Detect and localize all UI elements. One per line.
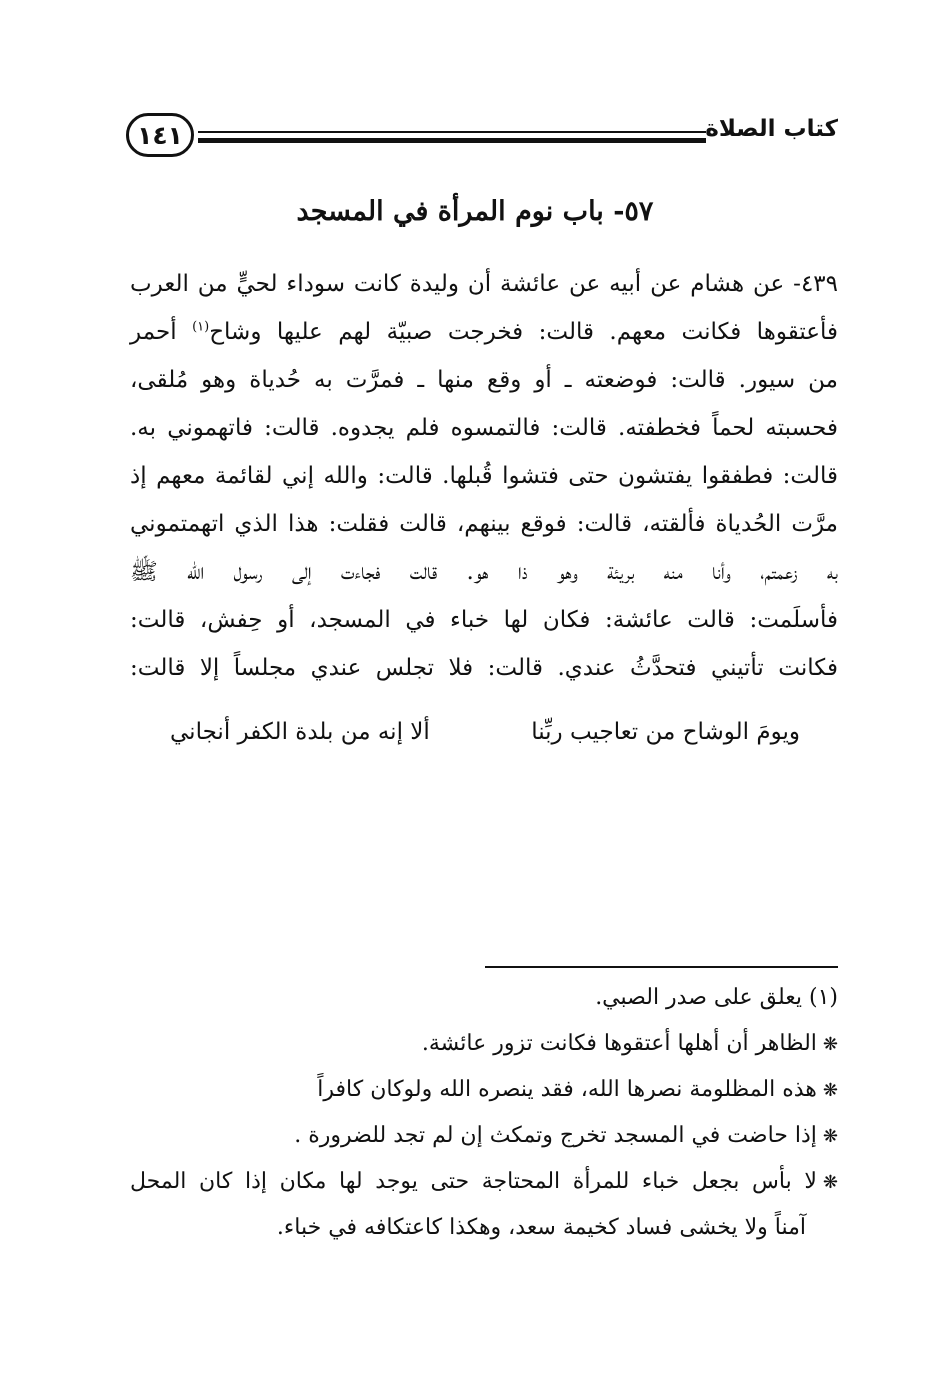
text-line-3: من سيور. قالت: فوضعته ـ أو وقع منها ـ فمرَّت به حُدياة وهو مُلقى، xyxy=(130,367,838,393)
header-rule-thick xyxy=(198,138,706,143)
footnotes xyxy=(130,975,838,1251)
hadith-text xyxy=(130,260,838,692)
comment-2 xyxy=(130,1067,838,1113)
text-line-2-start: فأعتقوها فكانت معهم. قالت: فخرجت صبيّة لهم عليها وشاح xyxy=(209,319,839,345)
comment-2-text: هذه المظلومة نصرها الله، فقد ينصره الله ولوكان كافراً xyxy=(317,1077,817,1102)
text-line-5: قالت: فطفقوا يفتشون حتى فتشوا قُبلها. قالت: والله إني لقائمة معهم إذ xyxy=(130,463,838,489)
header-rule-thin xyxy=(198,131,706,133)
footnote-separator xyxy=(485,966,838,968)
asterisk-icon: ❋ xyxy=(822,1126,838,1147)
text-line-6: مرَّت الحُدياة فألقته، قالت: فوقع بينهم، قالت فقلت: هذا الذي اتهمتموني xyxy=(130,511,838,537)
poem-verse xyxy=(150,708,800,756)
comment-3 xyxy=(130,1113,838,1159)
running-header-title: كتاب الصلاة xyxy=(705,116,838,142)
comment-4 xyxy=(130,1159,838,1205)
comment-1 xyxy=(130,1021,838,1067)
asterisk-icon: ❋ xyxy=(822,1172,838,1193)
chapter-title: ٥٧- باب نوم المرأة في المسجد xyxy=(296,196,654,227)
poem-first-hemistich: ويومَ الوشاح من تعاجيب ربِّنا xyxy=(531,719,800,745)
poem-second-hemistich: ألا إنه من بلدة الكفر أنجاني xyxy=(170,719,430,745)
asterisk-icon: ❋ xyxy=(822,1034,838,1055)
comment-3-text: إذا حاضت في المسجد تخرج وتمكث إن لم تجد للضرورة . xyxy=(294,1123,817,1148)
text-line-8: فأسلَمت: قالت عائشة: فكان لها خباء في المسجد، أو حِفش، قالت: xyxy=(130,607,838,633)
page-number: ١٤١ xyxy=(137,120,183,150)
text-line-1: ٤٣٩- عن هشام عن أبيه عن عائشة أن وليدة كانت سوداء لحيٍّ من العرب xyxy=(130,271,838,297)
text-line-2-end: أحمر xyxy=(130,319,193,345)
footnote-1: (١) يعلق على صدر الصبي. xyxy=(595,985,838,1010)
text-line-4: فحسبته لحماً فخطفته. قالت: فالتمسوه فلم يجدوه. قالت: فاتهموني به. xyxy=(130,415,838,441)
text-line-2 xyxy=(130,308,838,356)
comment-4-continuation: آمناً ولا يخشى فساد كخيمة سعد، وهكذا كاعتكافه في خباء. xyxy=(276,1215,806,1240)
text-line-7: به زعمتم، وأنا منه بريئة وهو ذا هو. قالت فجاءت إلى رسول الله ﷺ xyxy=(130,559,838,585)
asterisk-icon: ❋ xyxy=(822,1080,838,1101)
comment-4-text: لا بأس بجعل خباء للمرأة المحتاجة حتى يوجد لها مكان إذا كان المحل xyxy=(130,1169,817,1194)
comment-1-text: الظاهر أن أهلها أعتقوها فكانت تزور عائشة. xyxy=(421,1031,817,1056)
footnote-reference[interactable]: (١) xyxy=(192,319,210,335)
text-line-9: فكانت تأتيني فتحدَّثُ عندي. قالت: فلا تجلس عندي مجلساً إلا قالت: xyxy=(130,655,838,681)
page-number-badge xyxy=(126,113,194,157)
